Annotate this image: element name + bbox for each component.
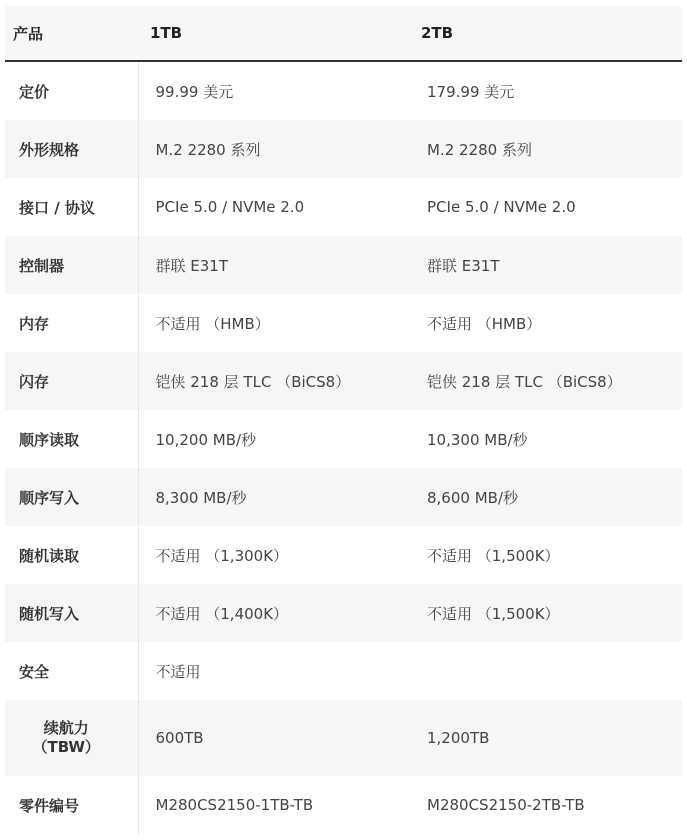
spec-comparison-table xyxy=(5,6,682,834)
cell-2tb xyxy=(409,642,682,700)
header-2tb: 2TB xyxy=(409,6,682,61)
cell-1tb: M.2 2280 系列 xyxy=(138,120,409,178)
row-label: 顺序读取 xyxy=(5,410,138,468)
row-security xyxy=(5,642,682,700)
row-part-number xyxy=(5,776,682,834)
cell-1tb: 不适用 （HMB） xyxy=(138,294,409,352)
row-label: 顺序写入 xyxy=(5,468,138,526)
row-flash xyxy=(5,352,682,410)
cell-2tb: 8,600 MB/秒 xyxy=(409,468,682,526)
cell-1tb: 10,200 MB/秒 xyxy=(138,410,409,468)
cell-1tb: 不适用 xyxy=(138,642,409,700)
row-label: 外形规格 xyxy=(5,120,138,178)
row-label: 闪存 xyxy=(5,352,138,410)
row-dram xyxy=(5,294,682,352)
table-body xyxy=(5,61,682,834)
cell-2tb: 10,300 MB/秒 xyxy=(409,410,682,468)
cell-2tb: 群联 E31T xyxy=(409,236,682,294)
row-seq-write xyxy=(5,468,682,526)
row-controller xyxy=(5,236,682,294)
row-label xyxy=(5,700,138,776)
header-product: 产品 xyxy=(5,6,138,61)
row-endurance xyxy=(5,700,682,776)
cell-2tb: M.2 2280 系列 xyxy=(409,120,682,178)
cell-1tb: 不适用 （1,400K） xyxy=(138,584,409,642)
header-1tb: 1TB xyxy=(138,6,409,61)
cell-2tb: 1,200TB xyxy=(409,700,682,776)
cell-1tb: 600TB xyxy=(138,700,409,776)
row-interface xyxy=(5,178,682,236)
cell-2tb: M280CS2150-2TB-TB xyxy=(409,776,682,834)
row-label: 零件编号 xyxy=(5,776,138,834)
table-header xyxy=(5,6,682,61)
row-label-line2: （TBW） xyxy=(32,738,100,756)
cell-1tb: M280CS2150-1TB-TB xyxy=(138,776,409,834)
cell-2tb: 不适用 （1,500K） xyxy=(409,526,682,584)
row-seq-read xyxy=(5,410,682,468)
row-label: 定价 xyxy=(5,61,138,120)
cell-1tb: 群联 E31T xyxy=(138,236,409,294)
row-form-factor xyxy=(5,120,682,178)
cell-1tb: 8,300 MB/秒 xyxy=(138,468,409,526)
row-label-line1: 续航力 xyxy=(43,719,89,737)
row-label: 安全 xyxy=(5,642,138,700)
row-label: 内存 xyxy=(5,294,138,352)
row-label: 控制器 xyxy=(5,236,138,294)
row-label: 接口 / 协议 xyxy=(5,178,138,236)
cell-1tb: 不适用 （1,300K） xyxy=(138,526,409,584)
cell-2tb: 179.99 美元 xyxy=(409,61,682,120)
cell-1tb: 99.99 美元 xyxy=(138,61,409,120)
cell-2tb: 不适用 （1,500K） xyxy=(409,584,682,642)
row-rand-write xyxy=(5,584,682,642)
header-row xyxy=(5,6,682,61)
cell-2tb: 不适用 （HMB） xyxy=(409,294,682,352)
cell-1tb: PCIe 5.0 / NVMe 2.0 xyxy=(138,178,409,236)
cell-1tb: 铠侠 218 层 TLC （BiCS8） xyxy=(138,352,409,410)
row-label: 随机读取 xyxy=(5,526,138,584)
row-price xyxy=(5,61,682,120)
cell-2tb: PCIe 5.0 / NVMe 2.0 xyxy=(409,178,682,236)
cell-2tb: 铠侠 218 层 TLC （BiCS8） xyxy=(409,352,682,410)
row-rand-read xyxy=(5,526,682,584)
row-label: 随机写入 xyxy=(5,584,138,642)
